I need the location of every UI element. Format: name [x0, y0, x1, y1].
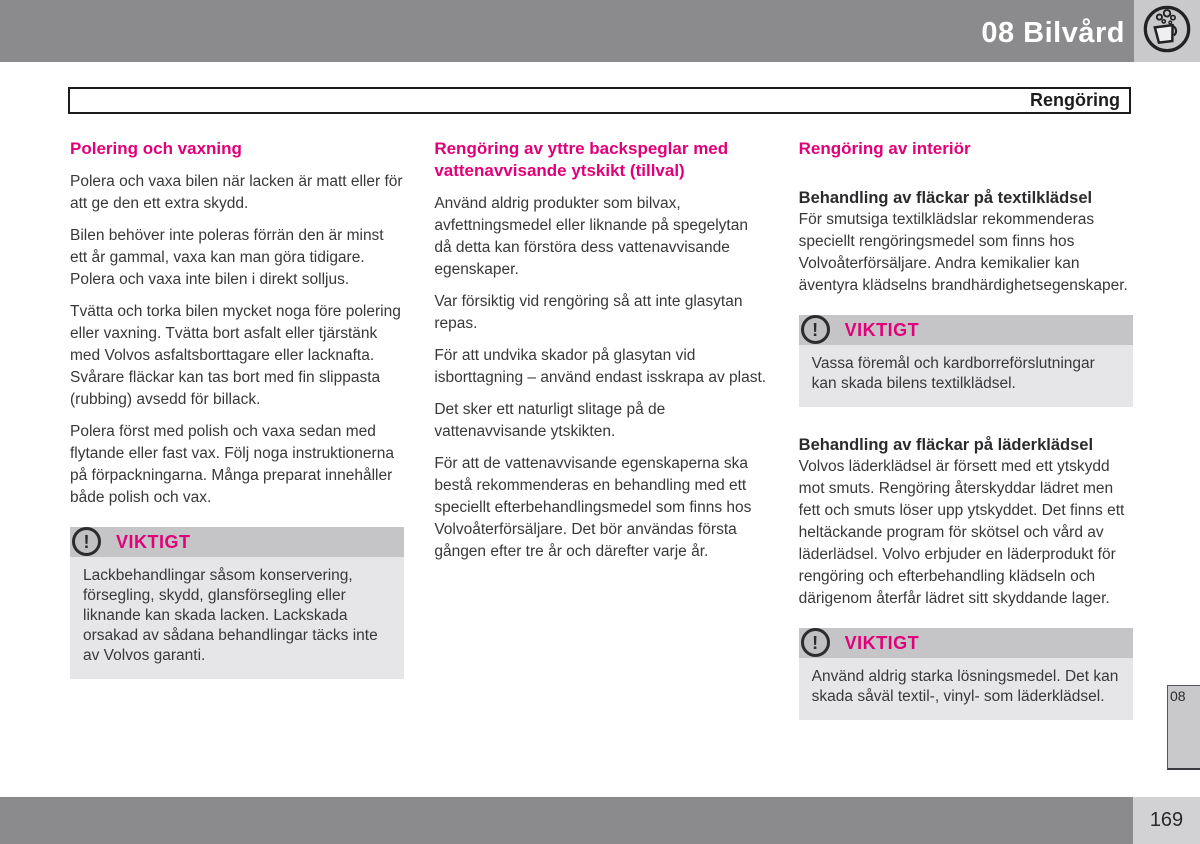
sub-heading: Behandling av fläckar på läderklädsel [798, 436, 1094, 454]
page-number-box [1133, 797, 1200, 844]
column-heading: Polering och vaxning [70, 139, 242, 158]
paragraph: Polera först med polish och vaxa sedan med flytande eller fast vax. Följ noga instruktionerna på förpackningarna. Många preparat innehåller både polish och vax. [70, 423, 394, 506]
viktigt-text: Använd aldrig starka lösningsmedel. Det kan skada såväl textil-, vinyl- som läderklädsel. [799, 658, 1133, 720]
page-content [70, 138, 1133, 720]
viktigt-label: VIKTIGT [844, 320, 920, 340]
paragraph: För smutsiga textilklädslar rekommenderas speciellt rengöringsmedel som finns hos Volvoåterförsäljare. Andra kemikalier kan äventyra klädselns brandhärdighetsegenskaper. [798, 211, 1128, 294]
viktigt-header [799, 628, 1133, 658]
viktigt-text: Vassa föremål och kardborreförslutningar kan skada bilens textilklädsel. [799, 345, 1133, 407]
column-rengoring-interior [799, 138, 1133, 720]
paragraph: Det sker ett naturligt slitage på de vattenavvisande ytskikten. [434, 401, 666, 440]
viktigt-text: Lackbehandlingar såsom konservering, försegling, skydd, glansförsegling eller liknande kan skada lacken. Lackskada orsakad av sådana behandlingar täcks inte av Volvos garanti. [70, 557, 404, 679]
column-heading: Rengöring av interiör [798, 139, 971, 158]
side-tab-label: 08 [1170, 688, 1186, 704]
page-number: 169 [1149, 809, 1184, 831]
exclamation-icon: ! [801, 315, 830, 344]
viktigt-header [70, 527, 404, 557]
chapter-side-tab [1167, 685, 1200, 770]
viktigt-box [799, 628, 1133, 720]
exclamation-icon: ! [72, 527, 101, 556]
exclamation-icon: ! [801, 628, 830, 657]
viktigt-label: VIKTIGT [844, 633, 920, 653]
column-heading: Rengöring av yttre backspeglar med vattenavvisande ytskikt (tillval) [434, 139, 729, 180]
footer-bar [0, 797, 1133, 844]
car-wash-bucket-icon [1141, 3, 1193, 60]
chapter-icon-box [1134, 0, 1200, 62]
paragraph: Bilen behöver inte poleras förrän den är minst ett år gammal, vaxa kan man göra tidigare. Polera och vaxa inte bilen i direkt solljus. [70, 227, 384, 288]
chapter-header-bar [0, 0, 1200, 62]
paragraph: Använd aldrig produkter som bilvax, avfettningsmedel eller liknande på spegelytan då detta kan förstöra dess vattenavvisande egenskaper. [434, 195, 748, 278]
paragraph: För att de vattenavvisande egenskaperna ska bestå rekommenderas en behandling med ett speciellt efterbehandlingsmedel som finns hos Volvoåterförsäljare. Det bör användas första gången efter tre år och därefter varje år. [434, 455, 752, 560]
paragraph: Polera och vaxa bilen när lacken är matt eller för att ge den ett extra skydd. [70, 173, 403, 212]
sub-heading: Behandling av fläckar på textilklädsel [798, 189, 1093, 207]
paragraph: För att undvika skador på glasytan vid isborttagning – använd endast isskrapa av plast. [434, 347, 767, 386]
section-title-box [68, 87, 1131, 114]
paragraph: Volvos läderklädsel är försett med ett ytskydd mot smuts. Rengöring återskyddar lädret men fett och smuts löser upp ytskyddet. Det finns ett heltäckande program för skötsel och vård av läderlädsel. Volvo erbjuder en läderprodukt för rengöring och efterbehandling klädseln och därigenom återfår lädret sitt skyddande lager. [798, 458, 1125, 607]
viktigt-box [70, 527, 404, 679]
viktigt-header [799, 315, 1133, 345]
viktigt-box [799, 315, 1133, 407]
viktigt-label: VIKTIGT [116, 532, 191, 552]
column-polering-och-vaxning [70, 138, 404, 720]
paragraph: Tvätta och torka bilen mycket noga före polering eller vaxning. Tvätta bort asfalt eller tjärstänk med Volvos asfaltsborttagare eller lacknafta. Svårare fläckar kan tas bort med fin slippasta (rubbing) avsedd för billack. [70, 303, 401, 408]
chapter-title: 08 Bilvård [981, 17, 1125, 49]
column-rengoring-backspeglar [434, 138, 768, 720]
paragraph: Var försiktig vid rengöring så att inte glasytan repas. [434, 293, 743, 332]
section-title: Rengöring [1030, 90, 1120, 110]
